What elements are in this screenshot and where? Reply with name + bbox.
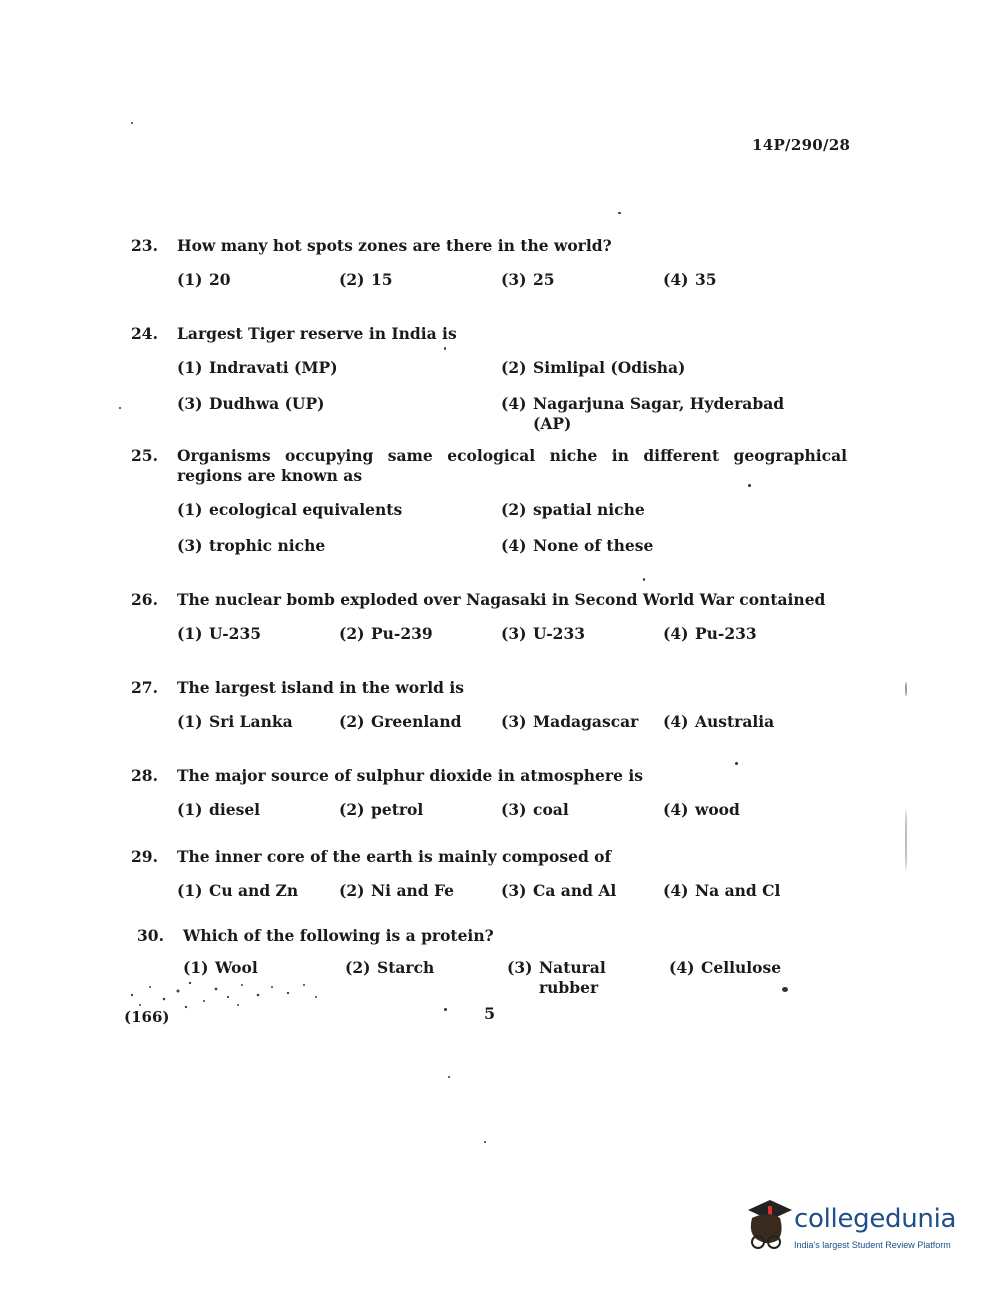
option-4: (4) Nagarjuna Sagar, Hyderabad (AP) (501, 394, 785, 433)
question-text: The major source of sulphur dioxide in atmosphere is (177, 766, 643, 785)
options (177, 624, 847, 644)
question-24 (131, 324, 847, 450)
option-3: (3) Madagascar (501, 712, 639, 731)
scan-speck (735, 762, 738, 765)
options (177, 270, 847, 290)
question-number: 28. (131, 766, 158, 785)
scan-speck (448, 1076, 450, 1078)
question-number: 25. (131, 446, 158, 465)
option-3: (3) 25 (501, 270, 555, 289)
option-1: (1) diesel (177, 800, 261, 819)
options (177, 800, 847, 820)
question-text: Largest Tiger reserve in India is (177, 324, 457, 343)
question-25 (131, 446, 847, 572)
option-2: (2) petrol (339, 800, 424, 819)
option-4: (4) wood (663, 800, 740, 819)
scan-speck (131, 122, 133, 124)
option-3: (3) Ca and Al (501, 881, 617, 900)
question-text: Organisms occupying same ecological niche in different geographical regions are known as (177, 446, 847, 485)
question-text: The inner core of the earth is mainly composed of (177, 847, 612, 866)
scan-speck (782, 987, 788, 992)
question-text: The largest island in the world is (177, 678, 465, 697)
option-2: (2) Simlipal (Odisha) (501, 358, 686, 377)
scan-speck (643, 578, 645, 581)
scan-speck (748, 484, 751, 487)
option-2: (2) spatial niche (501, 500, 645, 519)
options (177, 881, 847, 901)
scan-speck (905, 810, 907, 870)
option-4: (4) Na and Cl (663, 881, 781, 900)
question-28 (131, 766, 847, 820)
scan-speck (119, 407, 121, 409)
option-1: (1) Sri Lanka (177, 712, 293, 731)
option-4: (4) Pu-233 (663, 624, 757, 643)
option-3: (3) Natural rubber (507, 958, 606, 997)
option-3: (3) Dudhwa (UP) (177, 394, 325, 413)
option-2: (2) Starch (345, 958, 435, 977)
scan-speck (618, 212, 621, 214)
scan-speck (444, 1008, 447, 1011)
scan-speck (444, 347, 446, 350)
option-2: (2) Ni and Fe (339, 881, 455, 900)
options (177, 712, 847, 732)
option-3: (3) trophic niche (177, 536, 326, 555)
option-1: (1) Indravati (MP) (177, 358, 338, 377)
mascot-logo-icon (738, 1196, 794, 1256)
option-3: (3) coal (501, 800, 569, 819)
option-1: (1) 20 (177, 270, 231, 289)
scan-speck (905, 682, 907, 696)
question-text: How many hot spots zones are there in the world? (177, 236, 612, 255)
question-text: The nuclear bomb exploded over Nagasaki in Second World War contained (177, 590, 826, 609)
question-27 (131, 678, 847, 732)
question-23 (131, 236, 847, 290)
option-1: (1) ecological equivalents (177, 500, 403, 519)
page-number: 5 (484, 1004, 496, 1023)
paper-code: 14P/290/28 (752, 136, 851, 154)
option-2: (2) Pu-239 (339, 624, 433, 643)
option-1: (1) Wool (183, 958, 258, 977)
question-number: 23. (131, 236, 158, 255)
option-3: (3) U-233 (501, 624, 586, 643)
question-number: 29. (131, 847, 158, 866)
option-2: (2) Greenland (339, 712, 462, 731)
question-number: 26. (131, 590, 158, 609)
brand-tagline: India's largest Student Review Platform (794, 1240, 951, 1250)
question-text: Which of the following is a protein? (183, 926, 494, 945)
option-4: (4) Australia (663, 712, 775, 731)
option-1: (1) Cu and Zn (177, 881, 299, 900)
question-29 (131, 847, 847, 901)
option-1: (1) U-235 (177, 624, 262, 643)
scan-speck (484, 1141, 486, 1143)
question-number: 24. (131, 324, 158, 343)
option-2: (2) 15 (339, 270, 393, 289)
options (177, 358, 847, 450)
option-4: (4) Cellulose (669, 958, 782, 977)
options (177, 500, 847, 572)
question-26 (131, 590, 847, 644)
option-4: (4) 35 (663, 270, 717, 289)
brand-name: collegedunia (794, 1204, 957, 1234)
collegedunia-watermark (738, 1196, 968, 1260)
option-4: (4) None of these (501, 536, 654, 555)
footer-code: (166) (124, 1008, 170, 1026)
question-number: 27. (131, 678, 158, 697)
question-number: 30. (137, 926, 164, 945)
